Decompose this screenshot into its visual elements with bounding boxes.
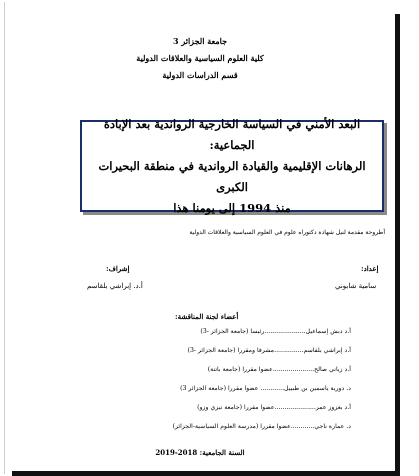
committee-heading: أعضاء لجنة المناقشة: <box>175 312 239 321</box>
committee-member-5: أ.د بغزوز عمر.....................عضوا مقررا (جامعة تيزي وزو) <box>197 404 351 411</box>
thesis-title-box <box>80 116 384 215</box>
committee-member-3: أ.د زياني صالح.....................عضوا مقررا (جامعة باتنة) <box>207 366 351 373</box>
committee-member-4: د. دورية ياسمين بن طبييل............ عضوا مقررا (جامعة الجزائر 3) <box>180 385 351 392</box>
university-name: جامعة الجزائر 3 <box>172 36 228 46</box>
thesis-title-line-2: الرهانات الإقليمية والقيادة الرواندية في منطقة البحيرات الكبرى <box>98 158 366 194</box>
page-shadow-bottom <box>12 471 400 476</box>
thesis-subtitle: أطروحة مقدمة لنيل شهادة دكتوراه علوم في العلوم السياسية والعلاقات الدولية <box>189 229 385 236</box>
committee-member-6: د. عمارة ناجي............عضوا مقررا (مدرسة العلوم السياسية-الجزائر) <box>172 423 351 430</box>
document-page <box>4 2 395 474</box>
academic-year: السنة الجامعية: 2018-2019 <box>155 448 245 457</box>
preparation-label: إعداد: <box>361 264 379 273</box>
supervision-label: إشراف: <box>106 264 130 273</box>
preparer-name: سامية شابوني <box>335 282 377 290</box>
committee-member-2: أ.د إبراشي بلقاسم...............مشرفا ومقررا (جامعة الجزائر -3) <box>187 347 351 354</box>
thesis-title-line-3: منذ 1994 إلى يومنا هذا <box>173 200 291 215</box>
faculty-name: كلية العلوم السياسية والعلاقات الدولية <box>136 53 264 63</box>
department-name: قسم الدراسات الدولية <box>162 70 238 80</box>
page-shadow-right <box>395 14 400 474</box>
committee-member-1: أ.د دبش إسماعيل.....................رئيسا (جامعة الجزائر -3) <box>200 328 351 335</box>
supervisor-name: أ.د. إبراشي بلقاسم <box>87 282 143 290</box>
thesis-title-line-1: البعد الأمني في السياسة الخارجية الرواندية بعد الإبادة الجماعية: <box>103 116 361 152</box>
